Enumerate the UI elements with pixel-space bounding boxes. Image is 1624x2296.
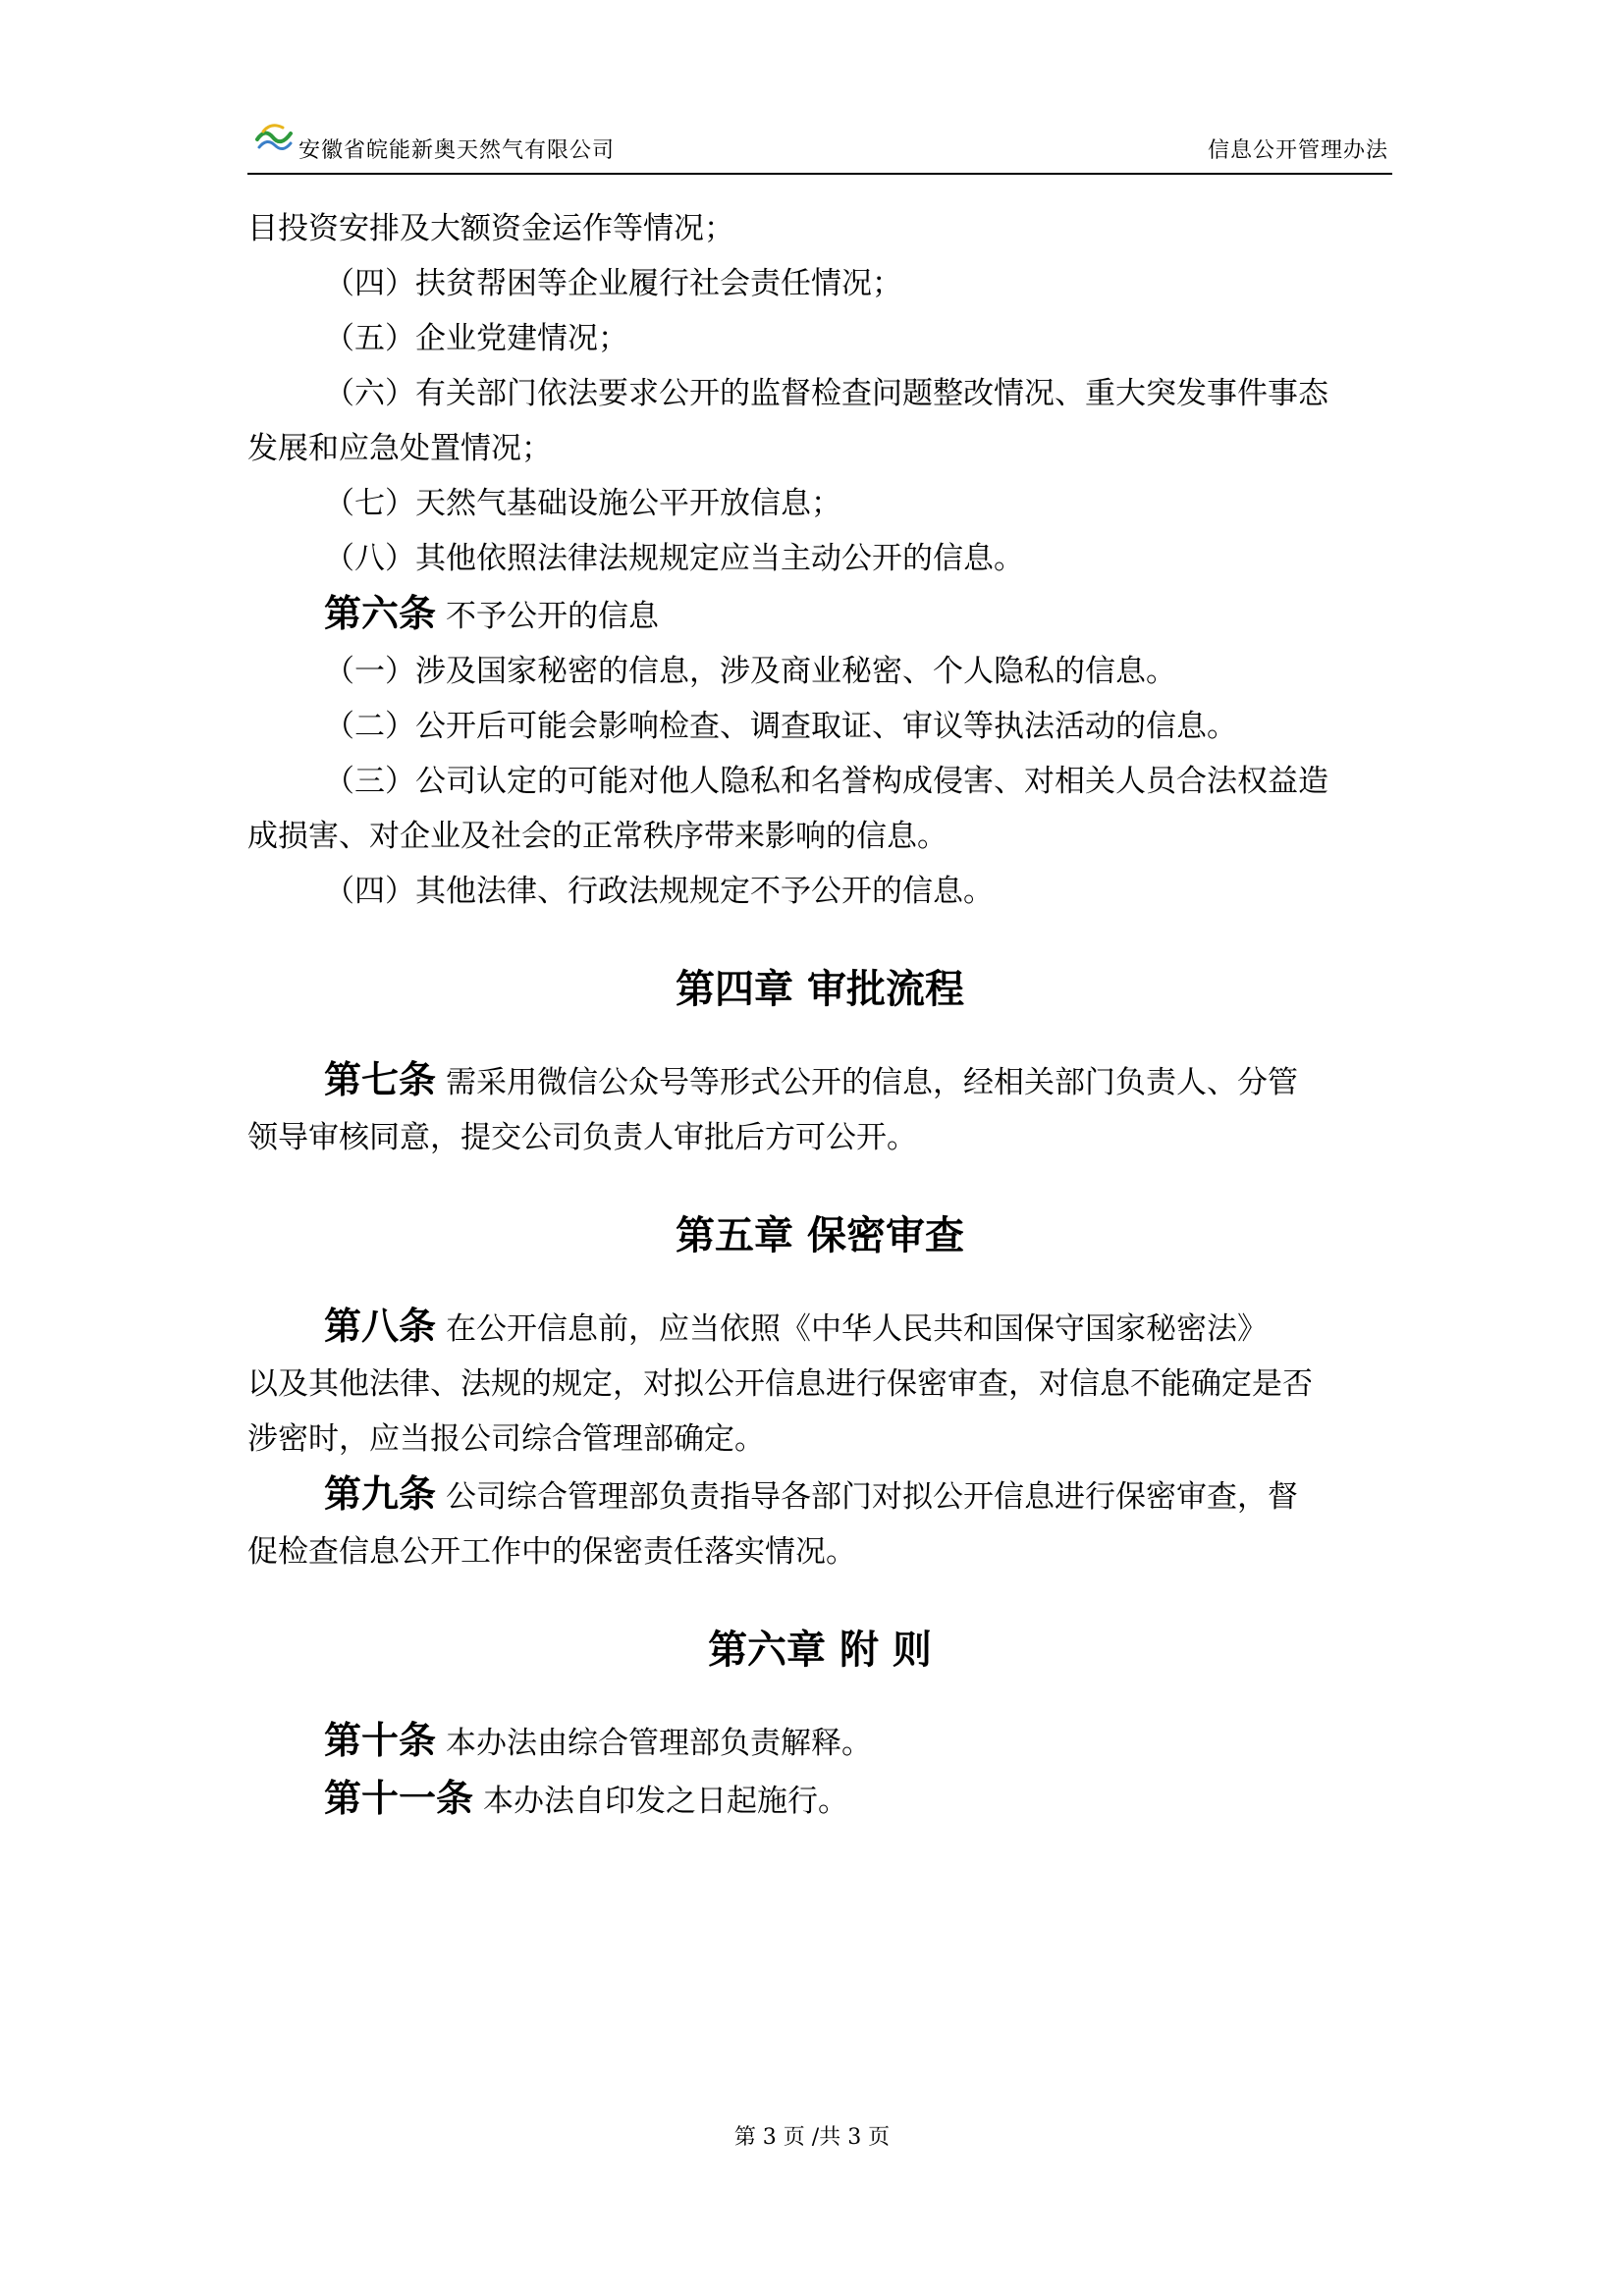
page-header [247,116,1392,175]
article-9 [247,1467,1392,1524]
list-item: （一）涉及国家秘密的信息，涉及商业秘密、个人隐私的信息。 [324,654,1176,689]
article-text: 公司综合管理部负责指导各部门对拟公开信息进行保密审查，督 [446,1479,1299,1515]
article-text: 需采用微信公众号等形式公开的信息，经相关部门负责人、分管 [446,1065,1299,1100]
paragraph-line: 以及其他法律、法规的规定，对拟公开信息进行保密审查，对信息不能确定是否 [247,1366,1313,1402]
article-6 [247,586,1392,644]
article-label: 第九条 [324,1472,437,1516]
list-item-continuation: 成损害、对企业及社会的正常秩序带来影响的信息。 [247,819,947,854]
article-label: 第十一条 [324,1777,474,1820]
article-7 [247,1052,1392,1110]
article-11 [247,1771,1392,1829]
article-text: 不予公开的信息 [446,599,660,634]
article-label: 第十条 [324,1719,437,1762]
article-text: 本办法由综合管理部负责解释。 [446,1726,873,1761]
paragraph-line: 促检查信息公开工作中的保密责任落实情况。 [247,1534,856,1570]
list-item-continuation: 发展和应急处置情况； [247,431,552,466]
paragraph-line: 领导审核同意，提交公司负责人审批后方可公开。 [247,1120,917,1155]
list-item: （四）其他法律、行政法规规定不予公开的信息。 [324,874,994,909]
company-logo-icon [253,118,295,159]
list-item: （七）天然气基础设施公平开放信息； [324,486,841,521]
list-item: （四）扶贫帮困等企业履行社会责任情况； [324,266,902,301]
chapter-heading: 第四章 审批流程 [676,967,964,1012]
list-item: （六）有关部门依法要求公开的监督检查问题整改情况、重大突发事件事态 [324,376,1328,411]
list-item: （三）公司认定的可能对他人隐私和名誉构成侵害、对相关人员合法权益造 [324,764,1328,799]
article-8 [247,1299,1392,1357]
chapter-heading: 第五章 保密审查 [676,1213,964,1258]
article-10 [247,1713,1392,1771]
paragraph-line: 目投资安排及大额资金运作等情况； [247,211,734,246]
company-name: 安徽省皖能新奥天然气有限公司 [298,138,616,163]
article-label: 第七条 [324,1058,437,1101]
page-footer: 第 3 页 /共 3 页 [733,2125,891,2150]
paragraph-line: 涉密时，应当报公司综合管理部确定。 [247,1421,765,1457]
document-title: 信息公开管理办法 [1207,138,1388,163]
list-item: （五）企业党建情况； [324,321,628,356]
article-text: 在公开信息前，应当依照《中华人民共和国保守国家秘密法》 [446,1311,1269,1347]
list-item: （二）公开后可能会影响检查、调查取证、审议等执法活动的信息。 [324,709,1237,744]
chapter-heading: 第六章 附 则 [708,1628,932,1673]
article-label: 第八条 [324,1305,437,1348]
article-text: 本办法自印发之日起施行。 [483,1784,849,1819]
document-body [247,201,1392,1829]
list-item: （八）其他依照法律法规规定应当主动公开的信息。 [324,541,1024,576]
article-label: 第六条 [324,592,437,635]
